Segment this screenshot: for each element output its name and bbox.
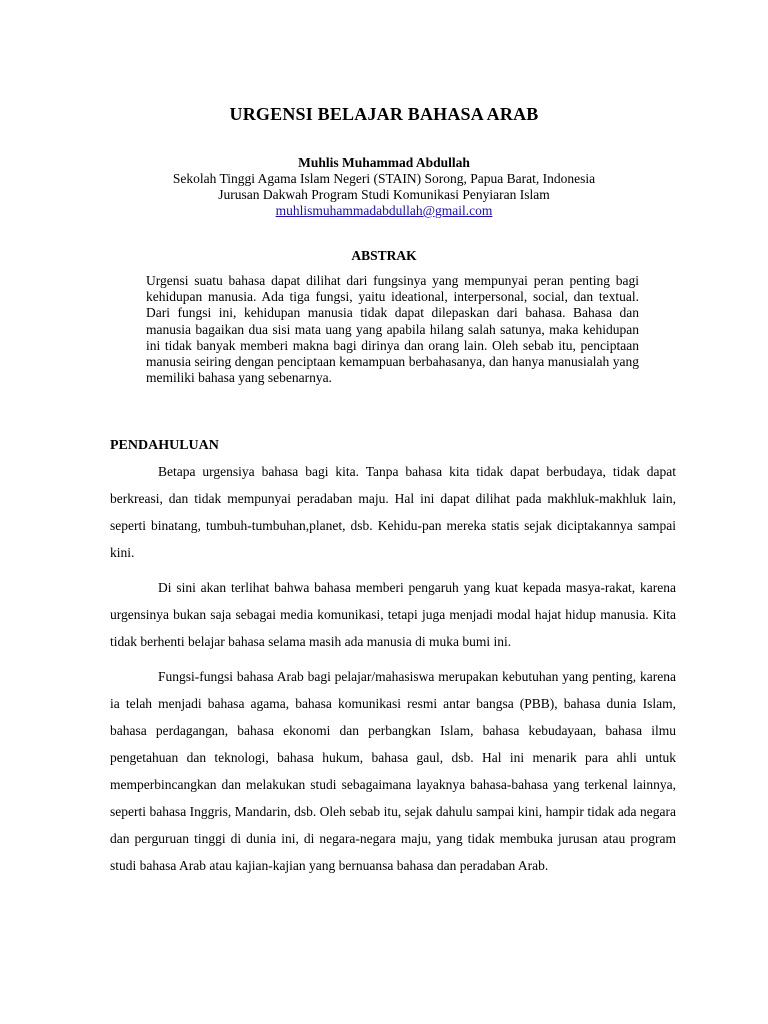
section-heading: PENDAHULUAN bbox=[110, 438, 219, 453]
author-email-link[interactable]: muhlismuhammadabdullah@gmail.com bbox=[275, 203, 493, 218]
author-block bbox=[0, 155, 768, 219]
body-paragraph: Betapa urgensiya bahasa bagi kita. Tanpa bahasa kita tidak dapat berbudaya, tidak dapat berkreasi, dan tidak mempunyai peradaban maju. Hal ini dapat dilihat pada makhluk-makhluk lain, seperti binatang, tumbuh-tumbuhan,planet, dsb. Kehidu-pan mereka statis sejak diciptakannya sampai kini. bbox=[110, 464, 676, 560]
body-paragraph: Fungsi-fungsi bahasa Arab bagi pelajar/mahasiswa merupakan kebutuhan yang penting, karena ia telah menjadi bahasa agama, bahasa komunikasi resmi antar bangsa (PBB), bahasa dunia Islam, bahasa perdagangan, bahasa ekonomi dan perbangkan Islam, bahasa kebudayaan, bahasa ilmu pengetahuan dan teknologi, bahasa hukum, bahasa gaul, dsb. Hal ini menarik para ahli untuk memperbincangkan dan melakukan studi sebagaimana layaknya bahasa-bahasa yang terkenal lainnya, seperti bahasa Inggris, Mandarin, dsb. Oleh sebab itu, sejak dahulu sampai kini, hampir tidak ada negara dan perguruan tinggi di dunia ini, di negara-negara maju, yang tidak membuka jurusan atau program studi bahasa Arab atau kajian-kajian yang bernuansa bahasa dan peradaban Arab. bbox=[110, 669, 676, 873]
paper-title: URGENSI BELAJAR BAHASA ARAB bbox=[229, 104, 539, 124]
author-department: Jurusan Dakwah Program Studi Komunikasi Penyiaran Islam bbox=[218, 187, 550, 202]
author-affiliation: Sekolah Tinggi Agama Islam Negeri (STAIN) Sorong, Papua Barat, Indonesia bbox=[172, 171, 596, 186]
body-paragraph: Di sini akan terlihat bahwa bahasa memberi pengaruh yang kuat kepada masya-rakat, karena urgensinya bukan saja sebagai media komunikasi, tetapi juga menjadi modal hajat hidup manusia. Kita tidak berhenti belajar bahasa selama masih ada manusia di muka bumi ini. bbox=[110, 580, 676, 649]
section-body bbox=[110, 458, 676, 887]
author-name: Muhlis Muhammad Abdullah bbox=[298, 155, 470, 170]
abstract-heading: ABSTRAK bbox=[351, 248, 417, 263]
abstract-text: Urgensi suatu bahasa dapat dilihat dari fungsinya yang mempunyai peran penting bagi kehidupan manusia. Ada tiga fungsi, yaitu ideational, interpersonal, social, dan textual. Dari fungsi ini, kehidupan manusia tidak dapat dilepaskan dari bahasa. Bahasa dan manusia bagaikan dua sisi mata uang yang apabila hilang salah satunya, maka kehidupan ini tidak banyak memberi makna bagi dirinya dan orang lain. Oleh sebab itu, penciptaan manusia seiring dengan penciptaan kemampuan berbahasanya, dan hanya manusialah yang memiliki bahasa yang sebenarnya. bbox=[146, 273, 639, 386]
